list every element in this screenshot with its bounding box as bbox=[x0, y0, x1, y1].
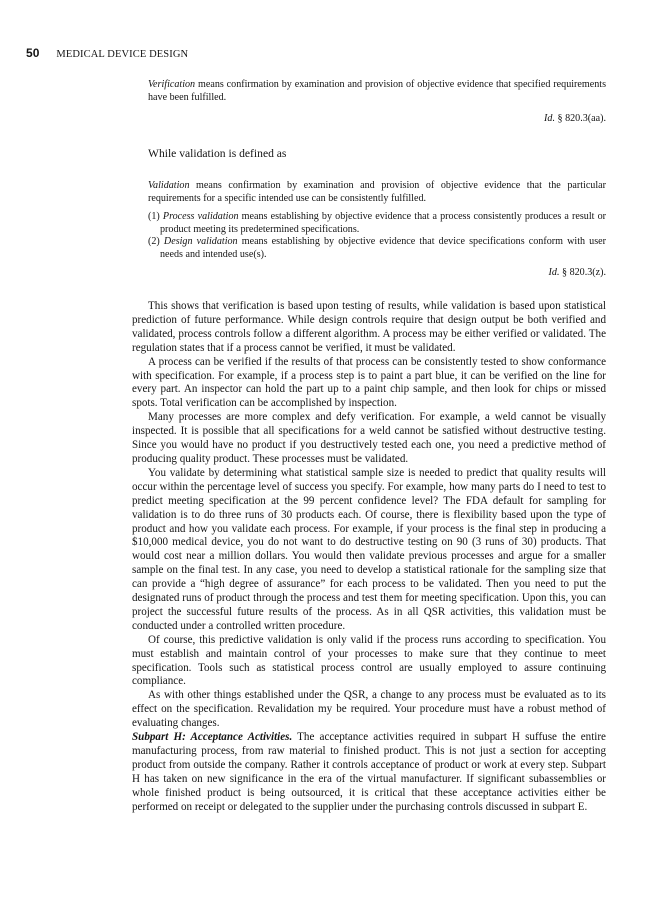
verification-citation bbox=[544, 113, 606, 124]
citation-ref: § 820.3(z). bbox=[559, 267, 606, 278]
validation-text: means confirmation by examination and provision of objective evidence that the particular requirements for a specific intended use can be consistently fulfilled. bbox=[148, 180, 606, 204]
body-text bbox=[132, 300, 606, 731]
list-term: Process validation bbox=[162, 211, 239, 222]
page-number: 50 bbox=[26, 46, 40, 60]
citation-id: Id. bbox=[544, 113, 555, 124]
citation-id: Id. bbox=[548, 267, 560, 278]
section-text: The acceptance activities required in subpart H suffuse the entire manufacturing process, from raw material to finished product. This is not just a section for accepting product from outside the company. Rather it controls acceptance of product or work at every step. Subpart H has taken on new significance in the era of the virtual manufacturer. If significant subassemblies or whole finished product is being outsourced, it is critical that these acceptance activities either be performed on receipt or delegated to the supplier under the purchasing controls discussed in subpart E. bbox=[132, 731, 606, 813]
list-number: (2) bbox=[148, 236, 164, 247]
validation-citation bbox=[549, 267, 606, 278]
verification-term: Verification bbox=[148, 79, 196, 90]
section-heading: Subpart H: Acceptance Activities. bbox=[132, 731, 293, 743]
list-item-process-validation bbox=[148, 211, 606, 236]
list-text: means establishing by objective evidence that a process consistently produces a result or product meeting its predetermined specifications. bbox=[160, 211, 606, 235]
list-item-design-validation bbox=[148, 236, 606, 261]
validation-term: Validation bbox=[148, 180, 190, 191]
paragraph: Of course, this predictive validation is only valid if the process runs according to specification. You must establish and maintain control of your processes to make sure that they continue to meet specification. Tools such as statistical process control are usually employed to assure continuing compliance. bbox=[132, 633, 606, 688]
subpart-h-section bbox=[132, 731, 606, 814]
list-number: (1) bbox=[148, 211, 163, 222]
verification-text: means confirmation by examination and provision of objective evidence that specified requirements have been fulfilled. bbox=[148, 79, 606, 103]
citation-ref: § 820.3(aa). bbox=[554, 113, 606, 124]
running-header bbox=[26, 46, 188, 60]
lead-in-text: While validation is defined as bbox=[148, 147, 287, 160]
paragraph: Many processes are more complex and defy verification. For example, a weld cannot be visually inspected. It is possible that all specifications for a weld cannot be satisfied without destructive testing. Since you would have no product if you destructively tested each one, you need a predictive method of producing quality product. These processes must be validated. bbox=[132, 411, 606, 465]
verification-definition bbox=[148, 79, 606, 104]
paragraph: A process can be verified if the results of that process can be consistently tested to show conformance with specification. For example, if a process step is to paint a part blue, it can be verified on the line for every part. An inspector can hold the part up to a paint chip sample, and then look for chips or missed spots. Total verification can be accomplished by inspection. bbox=[132, 355, 606, 410]
paragraph: This shows that verification is based upon testing of results, while validation is based upon statistical prediction of future performance. While design controls require that design output be both verified and validated, process controls follow a different algorithm. A process may be either verified or validated. The regulation states that if a process cannot be verified, it must be validated. bbox=[132, 300, 606, 354]
list-text: means establishing by objective evidence that device specifications conform with user needs and intended use(s). bbox=[160, 236, 606, 260]
running-title: MEDICAL DEVICE DESIGN bbox=[56, 49, 189, 60]
paragraph: As with other things established under the QSR, a change to any process must be evaluated as to its effect on the specification. Revalidation my be required. Your procedure must have a robust method of evaluating changes. bbox=[132, 689, 606, 730]
list-term: Design validation bbox=[163, 236, 238, 247]
paragraph: You validate by determining what statistical sample size is needed to predict that quality results will occur within the percentage level of success you specify. For example, how many parts do I need to test to predict meeting specification at the 99 percent confidence level? The FDA default for sampling for validation is to do three runs of 30 products each. Of course, there is flexibility based upon the type of product and how you validate each process. For example, if your process is the final step in producing a $10,000 medical device, you do not want to do destructive testing on 90 (3 runs of 30) products. That would cost near a million dollars. You would then validate previous processes and argue for a smaller sample on the final test. In any case, you need to develop a statistical rationale for the sampling size that can provide a “high degree of assurance” for each process to be validated. Then you need to put the designated runs of product through the process and test them for meeting specification. Upon this, you can project the successful future results of the process. As in all QSR activities, this validation must be conducted under a controlled written procedure. bbox=[132, 466, 606, 632]
validation-definition bbox=[148, 180, 606, 205]
